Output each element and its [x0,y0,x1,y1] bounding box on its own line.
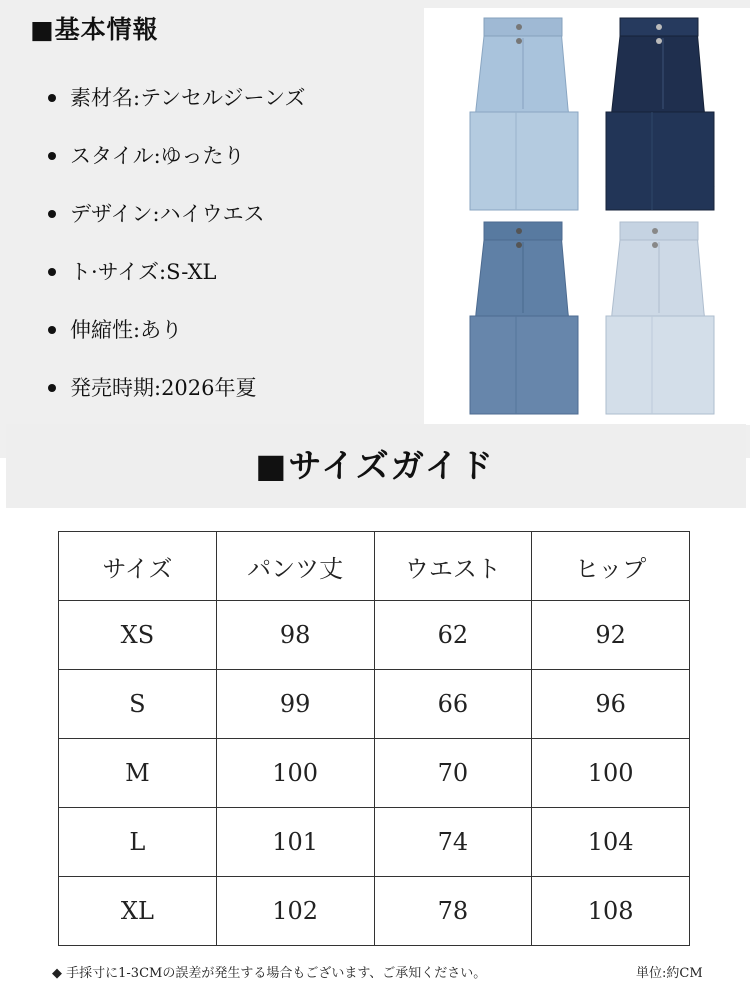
cell-waist: 74 [374,808,532,877]
cell-hip: 92 [532,601,690,670]
cell-waist: 66 [374,670,532,739]
cell-pants-length: 100 [216,739,374,808]
info-item-release: 発売時期:2026年夏 [48,370,305,428]
unit-label: 単位:約CM [636,966,703,981]
cell-size: M [59,739,217,808]
product-photos [424,8,750,425]
size-table [58,531,690,946]
size-guide-title: ■サイズガイド [255,446,495,485]
header-hip: ヒップ [532,532,690,601]
header-waist: ウエスト [374,532,532,601]
cell-hip: 100 [532,739,690,808]
cell-pants-length: 98 [216,601,374,670]
measurement-note: ◆ 手採寸に1-3CMの誤差が発生する場合もございます、ご承知ください。 [52,966,487,981]
info-item-size: ト·サイズ:S-XL [48,254,305,312]
cell-waist: 78 [374,877,532,946]
cell-pants-length: 102 [216,877,374,946]
cell-hip: 108 [532,877,690,946]
basic-info-title: ■基本情報 [30,15,159,44]
bullet-icon [48,210,56,218]
table-row [59,739,690,808]
header-pants-length: パンツ丈 [216,532,374,601]
cell-size: S [59,670,217,739]
table-header-row [59,532,690,601]
header-size: サイズ [59,532,217,601]
cell-hip: 104 [532,808,690,877]
table-row [59,670,690,739]
table-row [59,601,690,670]
info-item-stretch: 伸縮性:あり [48,312,305,370]
bullet-icon [48,326,56,334]
bullet-icon [48,152,56,160]
jeans-dark-navy-image [600,14,720,216]
cell-pants-length: 101 [216,808,374,877]
jeans-light-blue-image [464,14,584,216]
cell-size: L [59,808,217,877]
cell-waist: 70 [374,739,532,808]
table-row [59,877,690,946]
basic-info-list [48,80,305,428]
cell-waist: 62 [374,601,532,670]
cell-size: XL [59,877,217,946]
jeans-medium-blue-image [464,218,584,420]
bullet-icon [48,94,56,102]
cell-hip: 96 [532,670,690,739]
jeans-pale-blue-image [600,218,720,420]
cell-size: XS [59,601,217,670]
table-row [59,808,690,877]
bullet-icon [48,268,56,276]
info-item-style: スタイル:ゆったり [48,138,305,196]
bullet-icon [48,384,56,392]
cell-pants-length: 99 [216,670,374,739]
info-item-design: デザイン:ハイウエス [48,196,305,254]
info-item-material: 素材名:テンセルジーンズ [48,80,305,138]
